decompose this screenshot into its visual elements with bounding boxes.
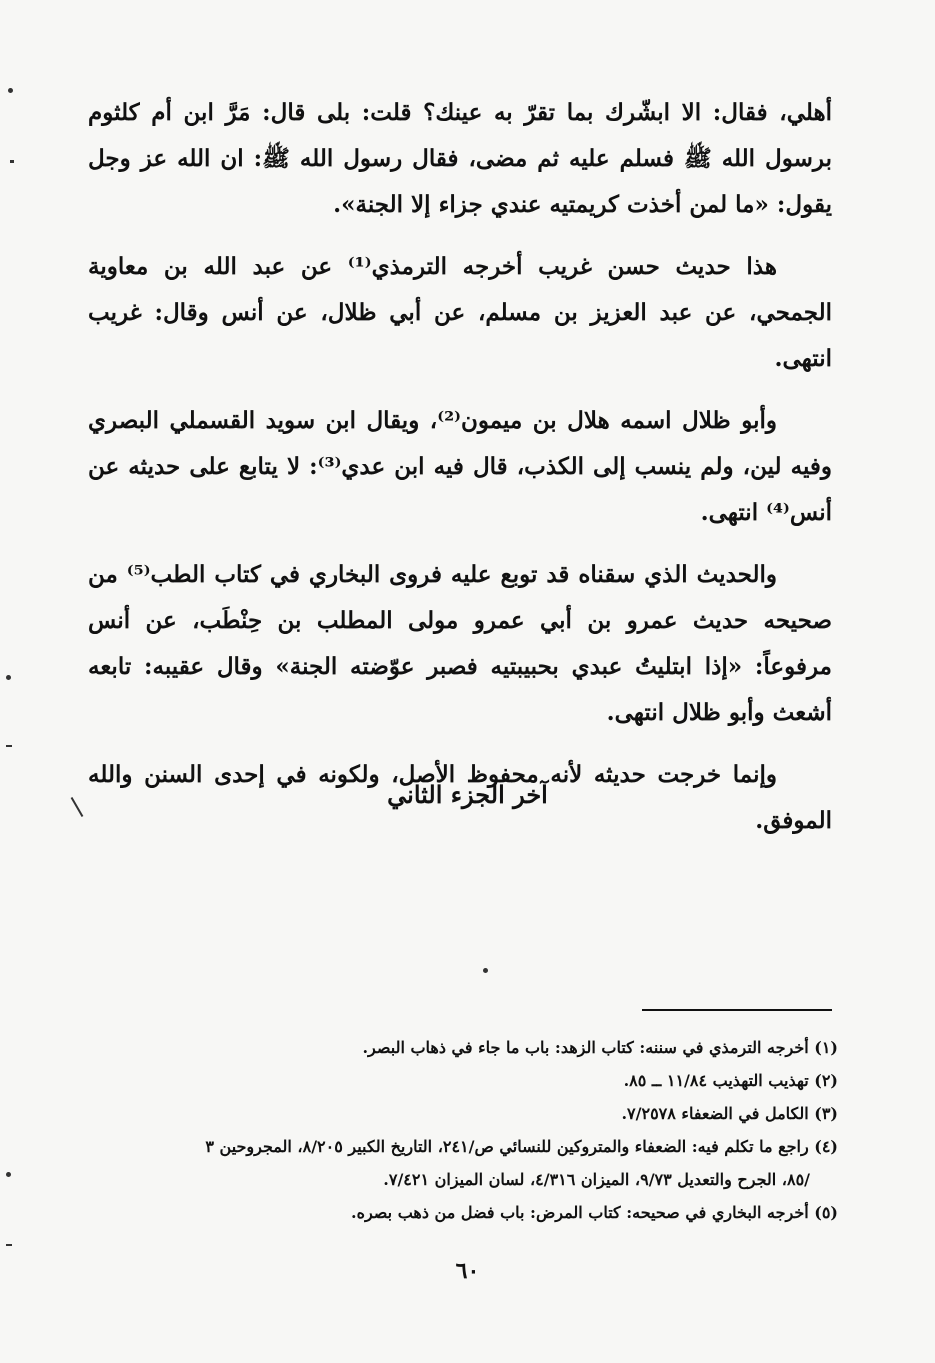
scan-speck <box>6 1244 12 1246</box>
footnote-1: (١) أخرجه الترمذي في سننه: كتاب الزهد: باب ما جاء في ذهاب البصر. <box>362 1038 838 1057</box>
footnote-4: (٤) راجع ما تكلم فيه: الضعفاء والمتروكين للنسائي ص/٢٤١، التاريخ الكبير ٨/٢٠٥، المجروحين ٣ <box>205 1137 838 1156</box>
footnote-5: (٥) أخرجه البخاري في صحيحه: كتاب المرض: باب فضل من ذهب بصره. <box>351 1203 838 1222</box>
footnote-2: (٢) تهذيب التهذيب ١١/٨٤ ــ ٨٥. <box>623 1071 838 1090</box>
footnotes <box>110 1031 838 1229</box>
scan-speck <box>8 88 13 93</box>
scan-speck <box>6 675 11 680</box>
paragraph-4: والحديث الذي سقناه قد توبع عليه فروى البخاري في كتاب الطب⁽⁵⁾ من صحيحه حديث عمرو بن أبي عمرو مولى المطلب بن حِنْطَب، عن أنس مرفوعاً: «إذا ابتليتُ عبدي بحبيبتيه فصبر عوّضته الجنة» وقال عقيبه: تابعه أشعث وأبو ظلال انتهى. <box>88 561 832 726</box>
paragraph-5: وإنما خرجت حديثه لأنه محفوظ الأصل، ولكونه في إحدى السنن والله الموفق. <box>88 761 832 834</box>
main-text <box>88 90 832 860</box>
scan-speck <box>6 1172 11 1177</box>
paragraph-2: هذا حديث حسن غريب أخرجه الترمذي⁽¹⁾ عن عبد الله بن معاوية الجمحي، عن عبد العزيز بن مسلم، عن أبي ظلال، عن أنس وقال: غريب انتهى. <box>88 253 832 372</box>
scan-speck <box>483 968 488 973</box>
scan-speck <box>71 797 84 817</box>
footnote-4-continued: /٨٥، الجرح والتعديل ٩/٧٣، الميزان ٤/٣١٦، لسان الميزان ٧/٤٢١. <box>383 1170 810 1189</box>
scan-speck <box>6 745 12 747</box>
page-number: ٦٠ <box>455 1258 480 1284</box>
footnote-3: (٣) الكامل في الضعفاء ٧/٢٥٧٨. <box>621 1104 838 1123</box>
paragraph-1: أهلي، فقال: الا ابشّرك بما تقرّ به عينك؟ قلت: بلى قال: مَرَّ ابن أم كلثوم برسول الله ﷺ فسلم عليه ثم مضى، فقال رسول الله ﷺ: ان الله عز وجل يقول: «ما لمن أخذت كريمتيه عندي جزاء إلا الجنة». <box>88 99 832 218</box>
scan-speck <box>10 160 14 163</box>
footnote-separator <box>642 1009 832 1011</box>
end-of-part-heading: آخر الجزء الثاني <box>387 780 548 809</box>
paragraph-3: وأبو ظلال اسمه هلال بن ميمون⁽²⁾، ويقال ابن سويد القسملي البصري وفيه لين، ولم ينسب إلى الكذب، قال فيه ابن عدي⁽³⁾: لا يتابع على حديثه عن أنس⁽⁴⁾ انتهى. <box>88 407 832 526</box>
